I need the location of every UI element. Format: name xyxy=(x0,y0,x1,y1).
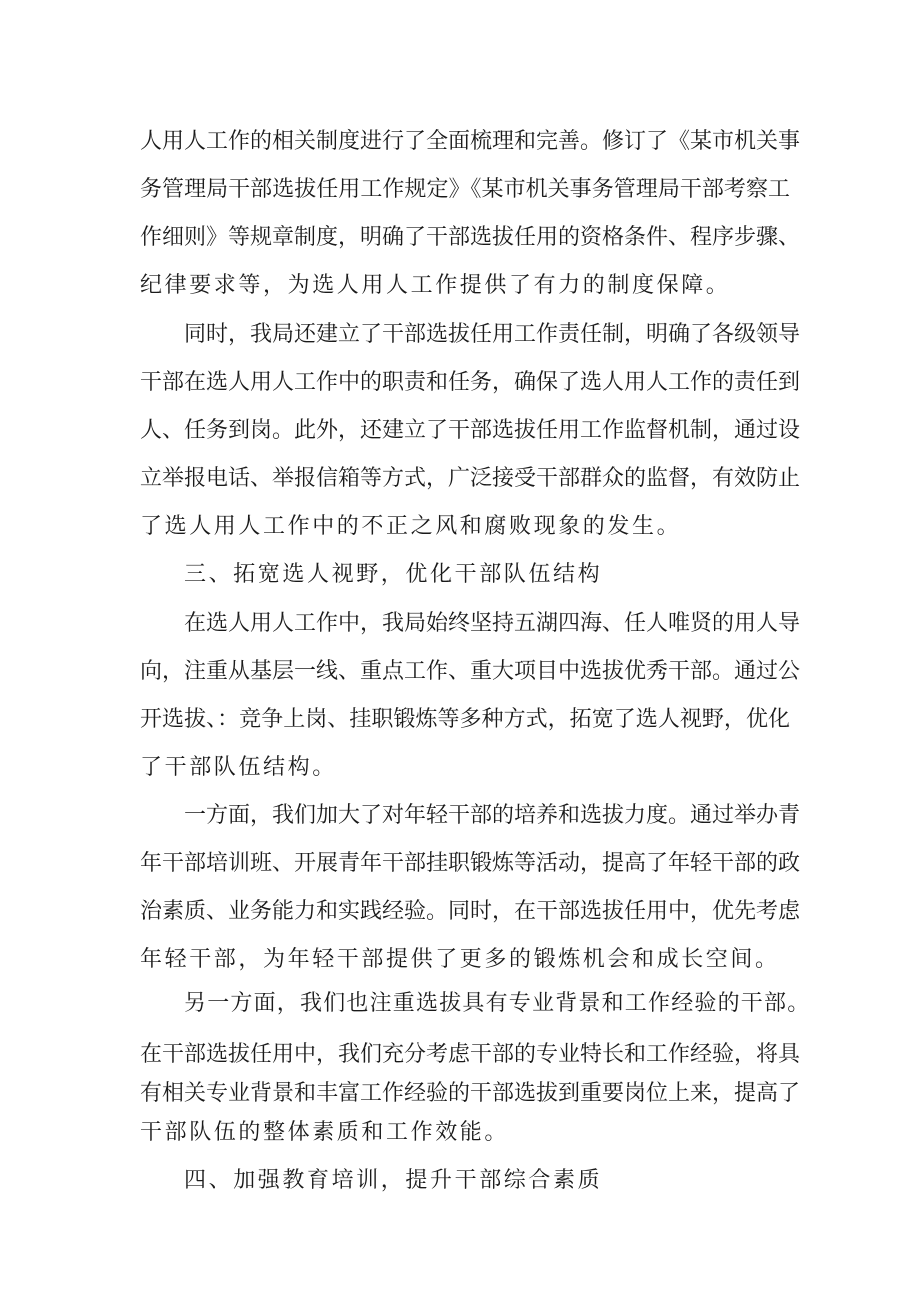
paragraph-4-line-3: 治素质、业务能力和实践经验。同时，在干部选拔任用中，优先考虑 xyxy=(140,899,801,924)
paragraph-2-line-1: 同时，我局还建立了干部选拔任用工作责任制，明确了各级领导 xyxy=(184,322,801,347)
paragraph-4-line-1: 一方面，我们加大了对年轻干部的培养和选拔力度。通过举办青 xyxy=(184,803,801,828)
paragraph-3-line-2: 向，注重从基层一线、重点工作、重大项目中选拔优秀干部。通过公 xyxy=(140,659,801,684)
paragraph-4-line-2: 年干部培训班、开展青年干部挂职锻炼等活动，提高了年轻干部的政 xyxy=(140,851,801,876)
paragraph-1-line-3: 作细则》等规章制度，明确了干部选拔任用的资格条件、程序步骤、 xyxy=(140,225,801,250)
paragraph-5-line-1: 另一方面，我们也注重选拔具有专业背景和工作经验的干部。 xyxy=(184,991,811,1016)
section-heading-4: 四、加强教育培训，提升干部综合素质 xyxy=(184,1168,603,1193)
paragraph-1-line-2: 务管理局干部选拔任用工作规定》《某市机关事务管理局干部考察工 xyxy=(140,177,790,202)
paragraph-3-line-1: 在选人用人工作中，我局始终坚持五湖四海、任人唯贤的用人导 xyxy=(184,611,801,636)
paragraph-3-line-3: 开选拔、：竞争上岗、挂职锻炼等多种方式，拓宽了选人视野，优化 xyxy=(140,707,790,732)
paragraph-5-line-2: 在干部选拔任用中，我们充分考虑干部的专业特长和工作经验，将具 xyxy=(140,1042,801,1067)
paragraph-3-line-4: 了干部队伍结构。 xyxy=(140,755,337,780)
paragraph-1-line-1: 人用人工作的相关制度进行了全面梳理和完善。修订了《某市机关事 xyxy=(140,129,801,154)
paragraph-4-line-4: 年轻干部，为年轻干部提供了更多的锻炼机会和成长空间。 xyxy=(140,947,780,972)
paragraph-5-line-3: 有相关专业背景和丰富工作经验的干部选拔到重要岗位上来，提高了 xyxy=(140,1081,801,1106)
section-heading-3: 三、拓宽选人视野，优化干部队伍结构 xyxy=(184,562,603,587)
paragraph-1-line-4: 纪律要求等，为选人用人工作提供了有力的制度保障。 xyxy=(140,273,731,298)
paragraph-2-line-2: 干部在选人用人工作中的职责和任务，确保了选人用人工作的责任到 xyxy=(140,370,801,395)
paragraph-5-line-4: 干部队伍的整体素质和工作效能。 xyxy=(140,1120,510,1145)
paragraph-2-line-5: 了选人用人工作中的不正之风和腐败现象的发生。 xyxy=(140,514,682,539)
paragraph-2-line-4: 立举报电话、举报信箱等方式，广泛接受干部群众的监督，有效防止 xyxy=(140,466,801,491)
paragraph-2-line-3: 人、任务到岗。此外，还建立了干部选拔任用工作监督机制，通过设 xyxy=(140,418,801,443)
